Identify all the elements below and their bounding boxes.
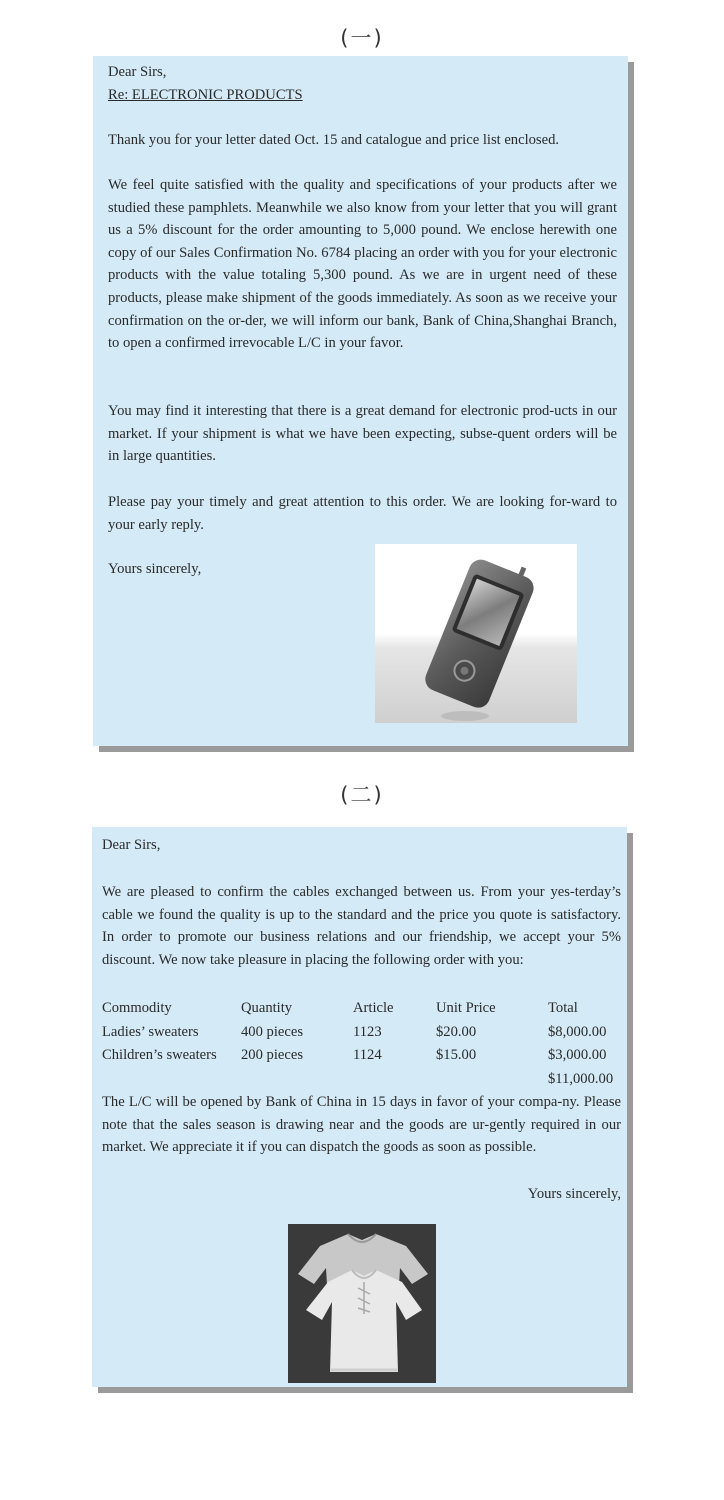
letter1-closing: Yours sincerely, [108, 561, 202, 577]
order-table-header [102, 997, 613, 1021]
letter2-box [92, 827, 627, 1387]
letter1-paragraph-2: We feel quite satisfied with the quality and specifications of your products after we studied these pamphlets. Meanwhile we also know from your letter that you will grant us a 5% discount for the order amounting to 5,000 pound. We enclose herewith one copy of our Sales Confirmation No. 6784 placing an order with you for your electronic products with the value totaling 5,300 pound. As we are in urgent need of these products, please make shipment of the goods immediately. As soon as we receive your confirmation on the or-der, we will inform our bank, Bank of China,Shanghai Branch, to open a confirmed irrevocable L/C in your favor. [108, 177, 617, 352]
letter1-subject: Re: ELECTRONIC PRODUCTS [108, 87, 303, 103]
letter1-heading: (一) [340, 26, 384, 50]
media-player-photo [375, 544, 577, 723]
header-quantity: Quantity [241, 1000, 293, 1016]
cell-article: 1123 [353, 1023, 382, 1040]
cell-unit-price: $20.00 [436, 1023, 477, 1040]
header-commodity: Commodity [102, 1000, 172, 1016]
cell-quantity: 400 pieces [241, 1023, 304, 1040]
sweaters-photo [288, 1224, 436, 1383]
letter2-paragraph-2: The L/C will be opened by Bank of China in 15 days in favor of your compa-ny. Please note that the sales season is drawing near and the goods are ur-gently required in our market. We appreciate it if you can dispatch the goods as soon as possible. [102, 1094, 621, 1156]
cell-total: $3,000.00 [548, 1047, 607, 1063]
header-article: Article [353, 1000, 394, 1016]
letter1-paragraph-1: Thank you for your letter dated Oct. 15 and catalogue and price list enclosed. [108, 132, 560, 148]
header-total: Total [548, 1000, 578, 1016]
header-unit-price: Unit Price [436, 1000, 496, 1016]
letter2-heading: (二) [340, 783, 384, 807]
table-row [102, 1044, 613, 1068]
cell-unit-price: $15.00 [436, 1047, 477, 1063]
letter1-box [93, 56, 628, 746]
order-table [102, 997, 613, 1091]
cell-article: 1124 [353, 1047, 382, 1063]
letter2-salutation: Dear Sirs, [102, 837, 161, 853]
cell-commodity: Ladies’ sweaters [102, 1023, 199, 1040]
letter1-salutation: Dear Sirs, [108, 64, 167, 80]
cell-commodity: Children’s sweaters [102, 1047, 217, 1063]
letter2-paragraph-1: We are pleased to confirm the cables exchanged between us. From your yes-terday’s cable we found the quality is up to the standard and the price you quote is satisfactory. In order to promote our business relations and our friendship, we accept your 5% discount. We now take pleasure in placing the following order with you: [102, 884, 621, 968]
letter1-paragraph-3: You may find it interesting that there is a great demand for electronic prod-ucts in our market. If your shipment is what we have been expecting, subse-quent orders will be in large quantities. [108, 403, 617, 465]
letter1-paragraph-4: Please pay your timely and great attention to this order. We are looking for-ward to your early reply. [108, 494, 617, 533]
letter2-closing: Yours sincerely, [527, 1186, 621, 1202]
cell-quantity: 200 pieces [241, 1047, 304, 1063]
cell-total: $8,000.00 [548, 1023, 607, 1040]
grand-total: $11,000.00 [548, 1070, 614, 1087]
table-row [102, 1021, 613, 1045]
grand-total-row [102, 1068, 613, 1092]
